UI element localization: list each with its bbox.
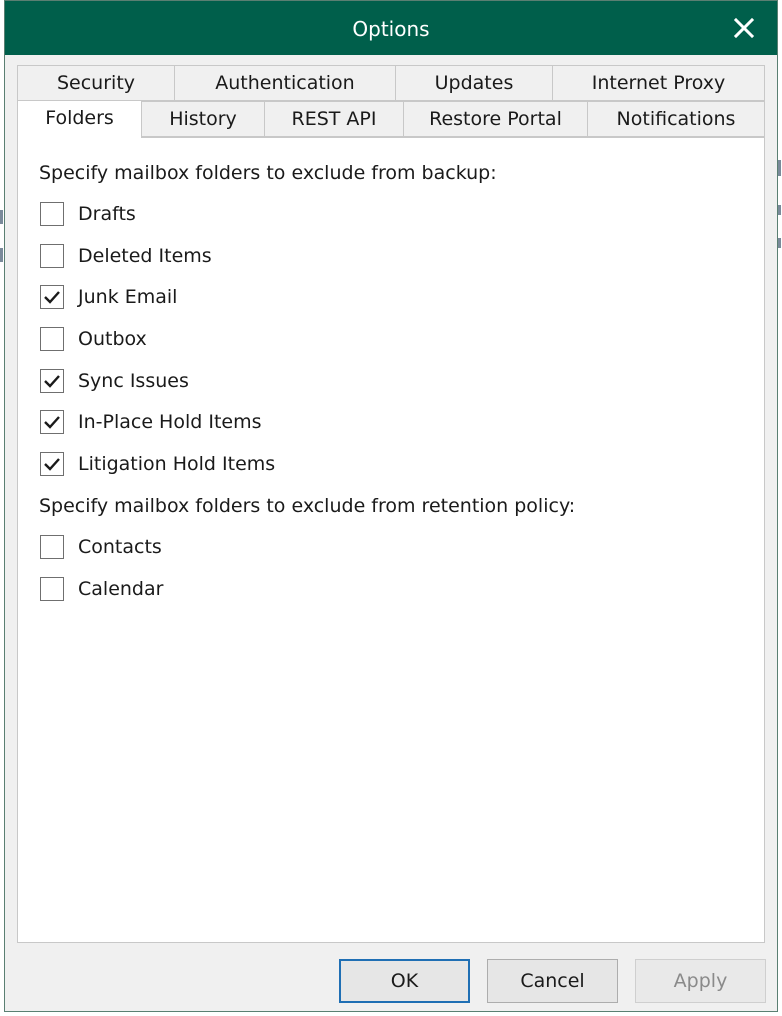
- backup-exclusion-heading: Specify mailbox folders to exclude from backup:: [39, 162, 497, 184]
- options-dialog: [4, 0, 778, 1012]
- title-bar: [5, 1, 777, 55]
- checkbox-contacts[interactable]: [40, 533, 162, 561]
- tab-updates[interactable]: Updates: [395, 65, 553, 101]
- tab-rest-api[interactable]: REST API: [264, 101, 404, 137]
- tab-folders[interactable]: Folders: [17, 100, 142, 138]
- checkbox-label: Drafts: [78, 203, 136, 225]
- checkbox-box[interactable]: [40, 202, 64, 226]
- checkbox-junk-email[interactable]: [40, 283, 177, 311]
- checkbox-label: Litigation Hold Items: [78, 453, 276, 475]
- checkbox-outbox[interactable]: [40, 325, 147, 353]
- checkbox-label: Calendar: [78, 578, 164, 600]
- apply-button[interactable]: Apply: [635, 959, 766, 1003]
- ok-button[interactable]: OK: [339, 959, 470, 1003]
- tab-security[interactable]: Security: [17, 65, 175, 101]
- background-fragment: [0, 210, 3, 224]
- checkbox-box[interactable]: [40, 577, 64, 601]
- checkbox-deleted-items[interactable]: [40, 242, 212, 270]
- checkbox-label: Junk Email: [78, 286, 178, 308]
- checkmark-icon: [42, 412, 62, 432]
- retention-exclusion-heading: Specify mailbox folders to exclude from retention policy:: [39, 495, 576, 517]
- checkbox-box[interactable]: [40, 244, 64, 268]
- cancel-button[interactable]: Cancel: [487, 959, 618, 1003]
- checkbox-label: Sync Issues: [78, 370, 189, 392]
- dialog-title: Options: [352, 17, 430, 41]
- checkbox-box[interactable]: [40, 327, 64, 351]
- background-fragment: [0, 248, 3, 262]
- tab-internet-proxy[interactable]: Internet Proxy: [552, 65, 765, 101]
- tab-notifications[interactable]: Notifications: [587, 101, 765, 137]
- tab-authentication[interactable]: Authentication: [174, 65, 396, 101]
- checkmark-icon: [42, 287, 62, 307]
- checkbox-label: In-Place Hold Items: [78, 411, 262, 433]
- background-fragment: [778, 205, 781, 215]
- close-icon: [729, 13, 759, 43]
- background-fragment: [778, 238, 781, 248]
- checkbox-box[interactable]: [40, 535, 64, 559]
- checkbox-drafts[interactable]: [40, 200, 136, 228]
- checkbox-sync-issues[interactable]: [40, 367, 189, 395]
- checkbox-in-place-hold-items[interactable]: [40, 408, 262, 436]
- checkbox-box[interactable]: [40, 285, 64, 309]
- tab-history[interactable]: History: [141, 101, 265, 137]
- checkmark-icon: [42, 371, 62, 391]
- checkbox-label: Outbox: [78, 328, 147, 350]
- tab-restore-portal[interactable]: Restore Portal: [403, 101, 588, 137]
- checkbox-litigation-hold-items[interactable]: [40, 450, 275, 478]
- checkbox-box[interactable]: [40, 452, 64, 476]
- checkmark-icon: [42, 454, 62, 474]
- checkbox-label: Deleted Items: [78, 245, 212, 267]
- background-fragment: [778, 160, 781, 176]
- close-button[interactable]: [729, 13, 759, 43]
- checkbox-calendar[interactable]: [40, 575, 163, 603]
- checkbox-box[interactable]: [40, 410, 64, 434]
- checkbox-label: Contacts: [78, 536, 162, 558]
- folders-panel: [17, 137, 765, 943]
- checkbox-box[interactable]: [40, 369, 64, 393]
